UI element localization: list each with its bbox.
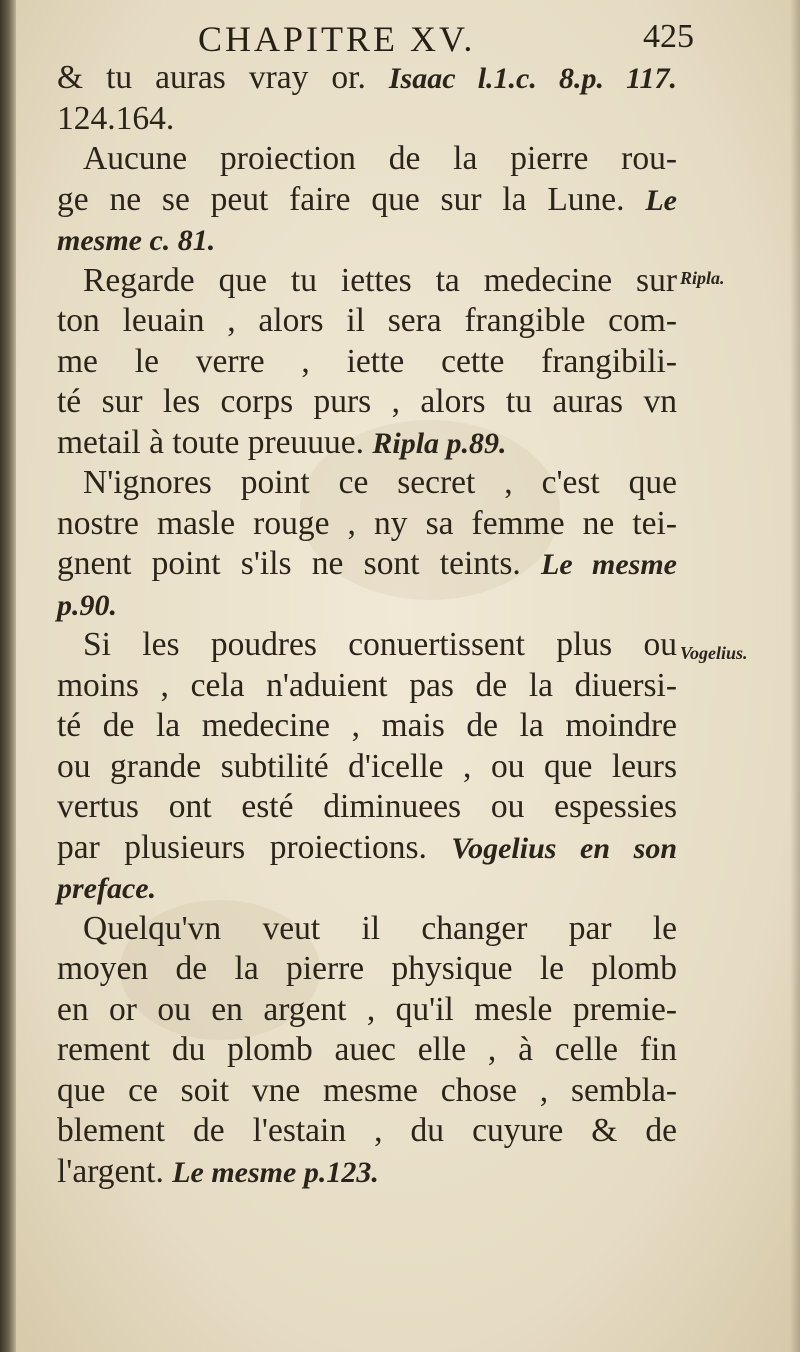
line-text: vertus ont esté diminuees ou espessies — [57, 788, 677, 825]
citation: Le — [645, 183, 677, 217]
text-line — [57, 909, 677, 950]
text-line — [57, 990, 677, 1031]
text-line — [57, 382, 677, 423]
text-line — [57, 1071, 677, 1112]
text-line — [57, 139, 677, 180]
text-line — [57, 666, 677, 707]
line-text: té sur les corps purs , alors tu auras vn — [57, 383, 677, 420]
text-line — [57, 342, 677, 383]
line-text: en or ou en argent , qu'il mesle premie- — [57, 990, 677, 1028]
line-text: me le verre , iette cette frangibili- — [57, 342, 677, 380]
line-text: nostre masle rouge , ny sa femme ne tei- — [57, 504, 677, 542]
line-text: ton leuain , alors il sera frangible com- — [57, 302, 677, 339]
line-text: N'ignores point ce secret , c'est que — [83, 464, 677, 501]
line-text: par plusieurs proiections. — [57, 828, 452, 866]
text-line — [57, 58, 677, 99]
line-text: 124.164. — [57, 99, 175, 137]
citation: preface. — [57, 872, 157, 905]
text-line — [57, 747, 677, 788]
citation: mesme c. 81. — [57, 224, 216, 257]
line-text: Aucune proiection de la pierre rou- — [83, 140, 677, 177]
text-line — [57, 625, 677, 666]
line-text: moins , cela n'aduient pas de la diuersi- — [57, 666, 677, 704]
line-text: Regarde que tu iettes ta medecine sur — [83, 261, 677, 299]
text-line — [57, 504, 677, 545]
line-text: que ce soit vne mesme chose , sembla- — [57, 1071, 677, 1109]
text-line — [57, 868, 677, 909]
text-line — [57, 585, 677, 626]
running-head: CHAPITRE XV. — [198, 19, 476, 59]
text-line — [57, 706, 677, 747]
text-line — [57, 261, 677, 302]
line-text: gnent point s'ils ne sont teints. — [57, 545, 541, 582]
text-line — [57, 99, 677, 140]
margin-note-vogelius: Vogelius. — [680, 643, 748, 663]
page-edge-shadow — [790, 0, 800, 1352]
citation: p.90. — [57, 588, 117, 622]
text-line — [57, 423, 677, 464]
line-text: blement de l'estain , du cuyure & de — [57, 1112, 677, 1149]
line-text: moyen de la pierre physique le plomb — [57, 950, 677, 987]
margin-note-ripla: Ripla. — [680, 268, 725, 288]
text-line — [57, 1111, 677, 1152]
citation: Vogelius en son — [451, 831, 678, 865]
text-line — [57, 180, 677, 221]
text-line — [57, 544, 677, 585]
page-header — [50, 18, 694, 59]
text-line — [57, 949, 677, 990]
line-text: ou grande subtilité d'icelle , ou que leurs — [57, 747, 677, 785]
citation: Le mesme p.123. — [172, 1155, 379, 1189]
body-text — [57, 58, 677, 1192]
page-number: 425 — [643, 18, 694, 55]
citation: Le mesme — [541, 548, 678, 581]
book-binding-edge — [0, 0, 16, 1352]
text-line — [57, 1030, 677, 1071]
line-text: té de la medecine , mais de la moindre — [57, 707, 677, 744]
line-text: Si les poudres conuertissent plus ou — [83, 626, 677, 663]
text-line — [57, 463, 677, 504]
line-text: rement du plomb auec elle , à celle fin — [57, 1031, 677, 1068]
text-line — [57, 787, 677, 828]
line-text: ge ne se peut faire que sur la Lune. — [57, 180, 646, 218]
text-line — [57, 1152, 677, 1193]
citation: Ripla p.89. — [372, 426, 507, 460]
text-line — [57, 301, 677, 342]
text-line — [57, 828, 677, 869]
line-text: l'argent. — [57, 1152, 173, 1190]
line-text: Quelqu'vn veut il changer par le — [83, 909, 677, 947]
citation: Isaac l.1.c. 8.p. 117. — [388, 62, 677, 95]
line-text: & tu auras vray or. — [57, 59, 389, 96]
line-text: metail à toute preuuue. — [57, 423, 373, 461]
text-line — [57, 220, 677, 261]
